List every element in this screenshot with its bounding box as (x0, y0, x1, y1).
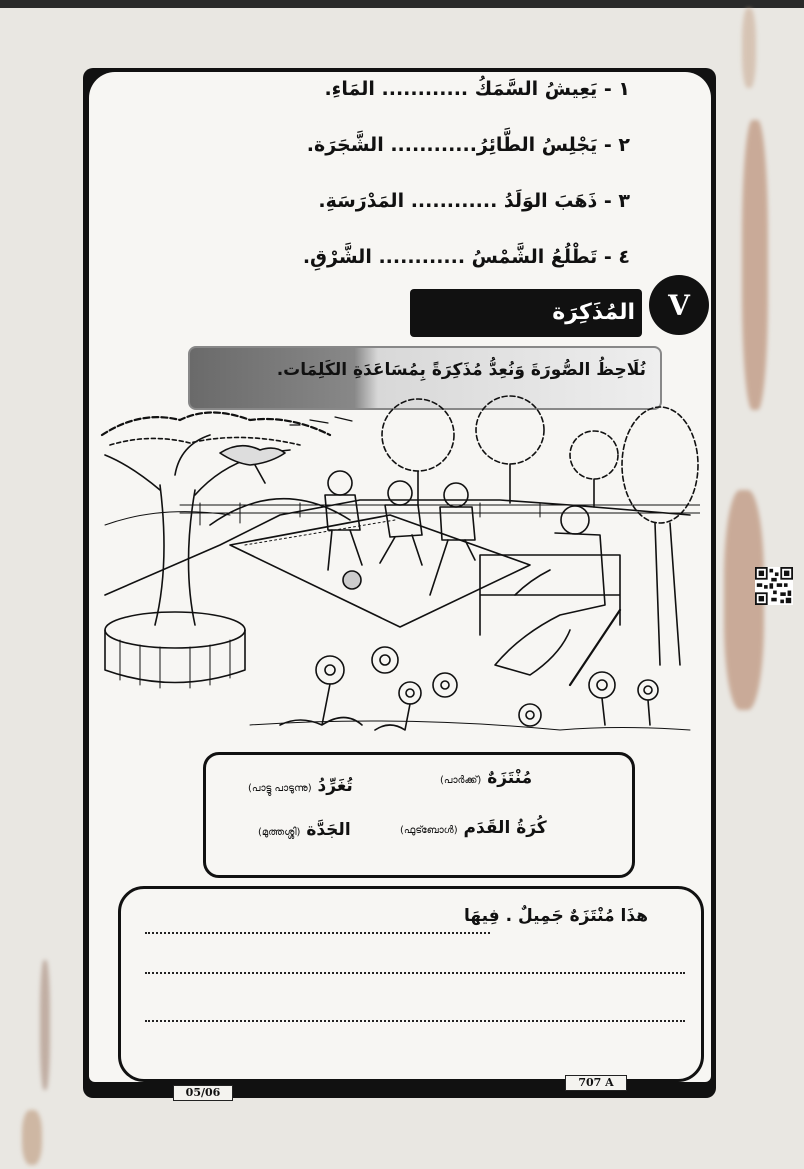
paper-stain (742, 8, 756, 88)
vocab-word: الجَدَّة (306, 820, 351, 840)
vocab-word: مُنْتَزَهٌ (487, 768, 533, 788)
vocab-gloss: (മുത്തശ്ശി) (258, 827, 301, 838)
vocab-item-sings (248, 776, 353, 796)
line-text: ذَهَبَ الوَلَدُ ............ المَدْرَسَةِ. (318, 190, 598, 212)
section-title: المُذَكِرَة (552, 300, 635, 325)
grandmother-on-bench (480, 506, 620, 685)
vocab-item-park (440, 768, 532, 788)
line-number: ٣ - (603, 190, 630, 212)
answer-line-2[interactable] (145, 972, 685, 974)
exercise-line-3 (318, 190, 630, 212)
vocab-gloss: (പാർക്ക്) (440, 775, 482, 786)
exercise-line-2 (307, 134, 630, 156)
line-number: ٢ - (603, 134, 630, 156)
vocab-word: تُغَرِّدُ (317, 776, 353, 796)
section-number-badge: V (649, 275, 709, 335)
vocab-word: كُرَةُ القَدَم (463, 818, 547, 838)
line-number: ٤ - (603, 246, 630, 268)
football (343, 571, 361, 589)
vocabulary-box (203, 752, 635, 878)
exercise-line-4 (303, 246, 630, 268)
paper-stain (40, 960, 50, 1090)
vocab-gloss: (ഫുട്ബോൾ) (400, 825, 458, 836)
scan-top-edge (0, 0, 804, 8)
line-text: تَطْلُعُ الشَّمْسُ ............ الشَّرْقِ. (302, 246, 598, 268)
vocab-item-football (400, 818, 547, 838)
paper-stain (22, 1110, 42, 1165)
horizon-line (105, 500, 690, 595)
background-trees (382, 396, 698, 665)
line-text: يَجْلِسُ الطَّائِرُ............ الشَّجَرَة. (306, 134, 598, 156)
answer-line-3[interactable] (145, 1020, 685, 1022)
vocab-item-grandmother (258, 820, 351, 840)
children-playing-football (325, 471, 475, 595)
park-illustration (100, 395, 700, 750)
paper-stain (742, 120, 768, 410)
exercise-line-1 (324, 78, 630, 100)
qr-code (755, 567, 793, 605)
footer-code-right: 707 A (565, 1075, 627, 1091)
answer-line-1[interactable] (145, 932, 490, 934)
line-number: ١ - (603, 78, 630, 100)
instruction-text: نُلَاحِظُ الصُّورَةَ وَنُعِدُّ مُذَكِرَةً بِمُسَاعَدَةِ الكَلِمَات. (276, 360, 646, 380)
answer-prompt: هذَا مُنْتَزَهٌ جَمِيلٌ . فِيهَا (463, 906, 648, 926)
big-tree (102, 413, 330, 689)
footer-code-left: 05/06 (173, 1085, 233, 1101)
football-field (230, 515, 530, 627)
hill (210, 499, 350, 525)
flowers (250, 647, 690, 730)
line-text: يَعِيشُ السَّمَكُ ............ المَاءِ. (324, 78, 598, 100)
vocab-gloss: (പാട്ടു പാടുന്നു) (248, 783, 312, 794)
